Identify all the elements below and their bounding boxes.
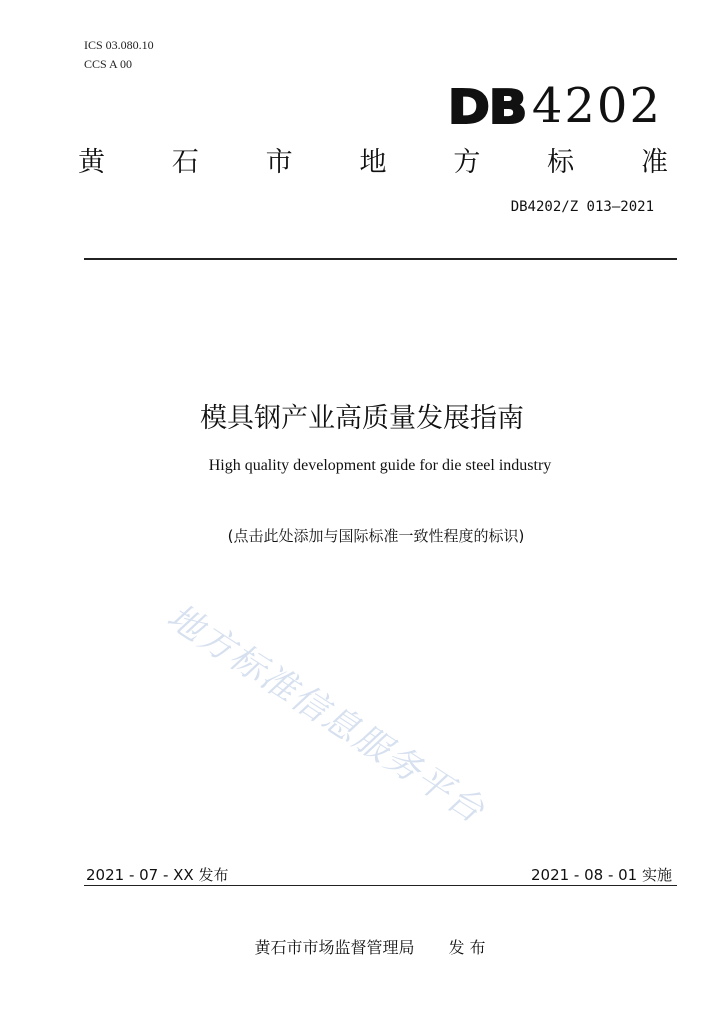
document-title-en: High quality development guide for die steel industry xyxy=(208,457,552,474)
document-title-zh: 模具钢产业高质量发展指南 xyxy=(200,403,524,434)
standard-type-char: 石 xyxy=(171,147,199,178)
ccs-code: CCS A 00 xyxy=(84,57,133,71)
standard-type-char: 标 xyxy=(547,147,575,178)
issuer-line xyxy=(0,935,724,958)
db-logo xyxy=(447,70,662,134)
consistency-note[interactable]: (点击此处添加与国际标准一致性程度的标识) xyxy=(227,527,525,545)
standard-type-char: 地 xyxy=(359,147,387,178)
standard-type-char: 黄 xyxy=(78,147,105,178)
issuer-action: 发 布 xyxy=(448,938,486,957)
db-logo-prefix: DB xyxy=(447,80,526,134)
header-divider xyxy=(84,258,677,260)
standard-type-char: 准 xyxy=(640,147,668,178)
watermark: 地方标准信息服务平台 xyxy=(159,596,492,832)
db-logo-number: 4202 xyxy=(531,78,662,134)
ics-code: ICS 03.080.10 xyxy=(84,38,154,52)
standard-type-heading xyxy=(78,140,668,179)
issue-date: 2021 - 07 - XX 发布 xyxy=(86,866,229,884)
standard-type-char: 方 xyxy=(453,147,481,178)
standard-type-char: 市 xyxy=(265,147,293,178)
footer-divider xyxy=(84,885,677,886)
issuer-name: 黄石市市场监督管理局 xyxy=(254,938,415,957)
standard-code: DB4202/Z 013—2021 xyxy=(510,199,654,215)
implementation-date: 2021 - 08 - 01 实施 xyxy=(530,866,672,884)
